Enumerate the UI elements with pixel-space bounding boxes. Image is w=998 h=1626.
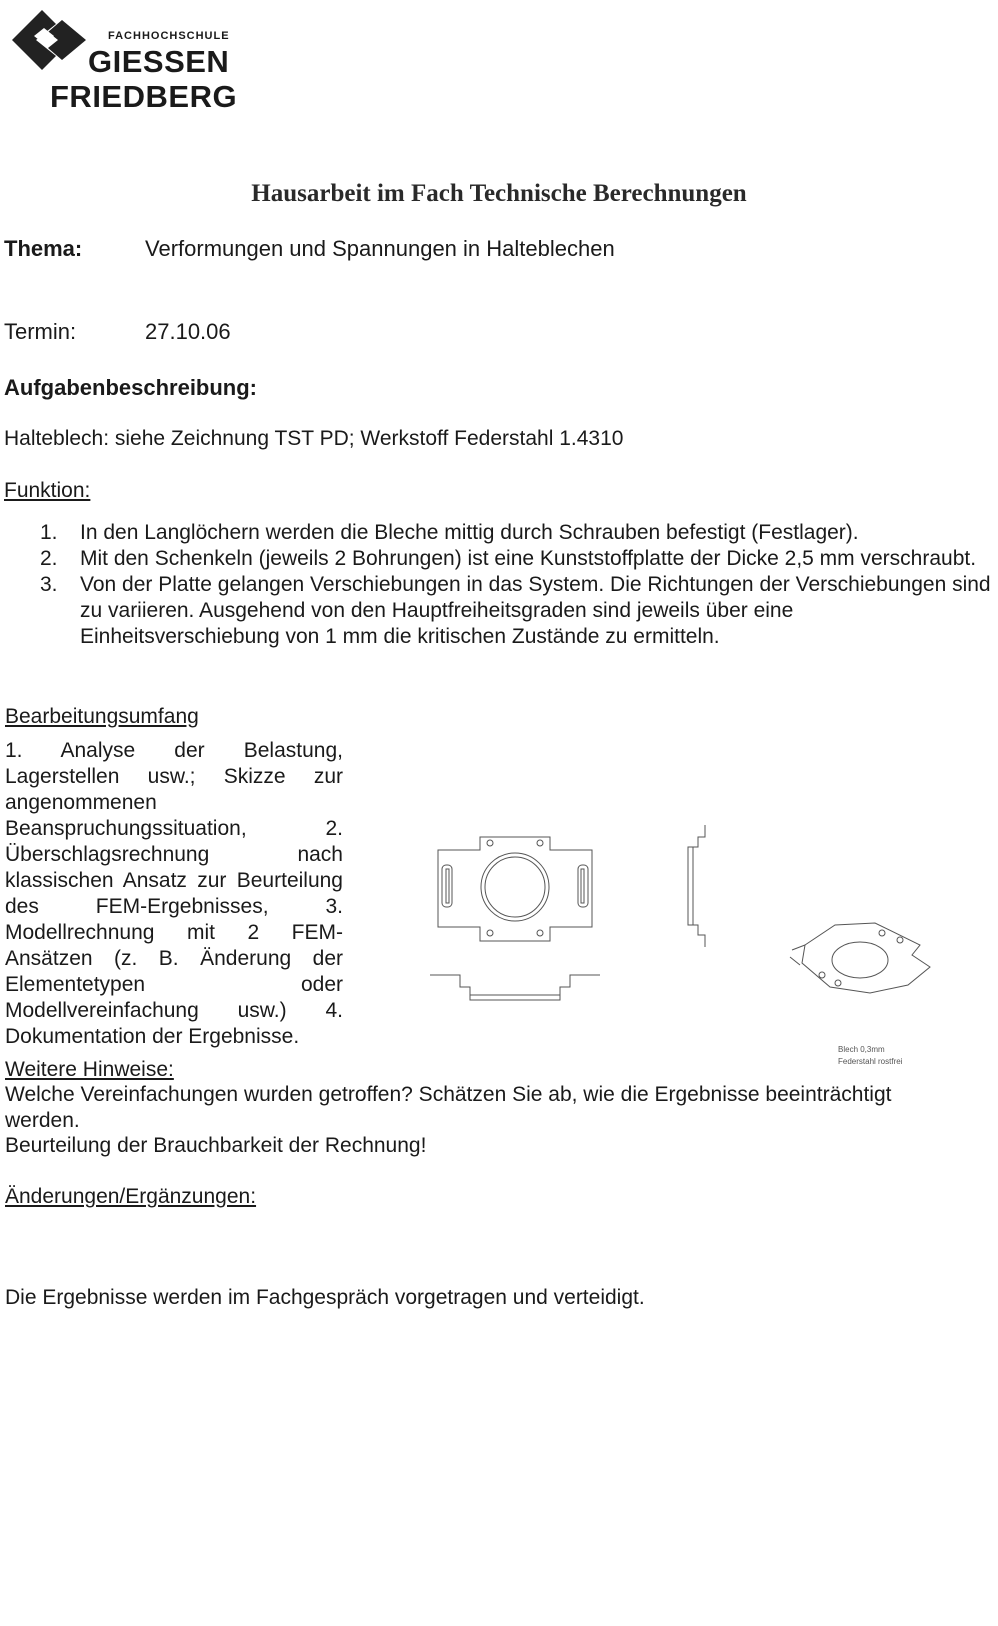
weitere-heading: Weitere Hinweise: <box>5 1058 174 1081</box>
drawing-caption-line2: Federstahl rostfrei <box>838 1057 903 1066</box>
termin-value: 27.10.06 <box>145 319 231 344</box>
footer-text: Die Ergebnisse werden im Fachgespräch vorgetragen und verteidigt. <box>5 1286 645 1309</box>
list-item-number: 3. <box>40 573 58 596</box>
aenderungen-heading: Änderungen/Ergänzungen: <box>5 1185 257 1208</box>
list-item-text: Mit den Schenkeln (jeweils 2 Bohrungen) ist eine Kunststoffplatte der Dicke 2,5 mm verschraubt. <box>80 547 977 570</box>
weitere-line1: Welche Vereinfachungen wurden getroffen? Schätzen Sie ab, wie die Ergebnisse beeinträchtigt werden. <box>5 1083 892 1132</box>
page-title: Hausarbeit im Fach Technische Berechnungen <box>251 180 747 207</box>
drawing-caption-line1: Blech 0,3mm <box>838 1045 885 1054</box>
termin-label: Termin: <box>4 319 77 344</box>
list-item-number: 1. <box>40 521 58 544</box>
bearbeitung-heading: Bearbeitungsumfang <box>5 705 199 728</box>
institution-line2: FRIEDBERG <box>50 79 238 114</box>
list-item <box>40 546 994 572</box>
diamond-logo-icon <box>8 6 90 76</box>
list-item-text: Von der Platte gelangen Verschiebungen in das System. Die Richtungen der Verschiebungen sind zu variieren. Ausgehend von den Hauptfreiheitsgraden sind jeweils über eine Einheitsverschiebung von 1 mm die kritischen Zustände zu ermitteln. <box>80 573 991 648</box>
list-item-text: In den Langlöchern werden die Bleche mittig durch Schrauben befestigt (Festlager). <box>80 521 859 544</box>
thema-label: Thema: <box>4 236 83 261</box>
funktion-heading: Funktion: <box>4 479 91 502</box>
technical-drawing <box>430 825 970 1090</box>
list-item <box>40 520 994 546</box>
institution-small: FACHHOCHSCHULE <box>108 30 230 42</box>
institution-line1: GIESSEN <box>88 44 230 79</box>
funktion-list <box>4 520 994 650</box>
bearbeitung-text: 1. Analyse der Belastung, Lagerstellen usw.; Skizze zur angenommenen Beanspruchungssituation, 2. Überschlagsrechnung nach klassischen Ansatz zur Beurteilung des FEM-Ergebnisses, 3. Modellrechnung mit 2 FEM-Ansätzen (z. B. Änderung der Elementetypen oder Modellvereinfachung usw.) 4. Dokumentation der Ergebnisse. <box>5 739 343 1048</box>
weitere-line2: Beurteilung der Brauchbarkeit der Rechnung! <box>5 1134 427 1157</box>
aufgaben-heading: Aufgabenbeschreibung: <box>4 375 258 400</box>
thema-value: Verformungen und Spannungen in Halteblechen <box>145 236 615 261</box>
halteblech-line: Halteblech: siehe Zeichnung TST PD; Werkstoff Federstahl 1.4310 <box>4 427 624 450</box>
list-item-number: 2. <box>40 547 58 570</box>
list-item <box>40 572 994 650</box>
